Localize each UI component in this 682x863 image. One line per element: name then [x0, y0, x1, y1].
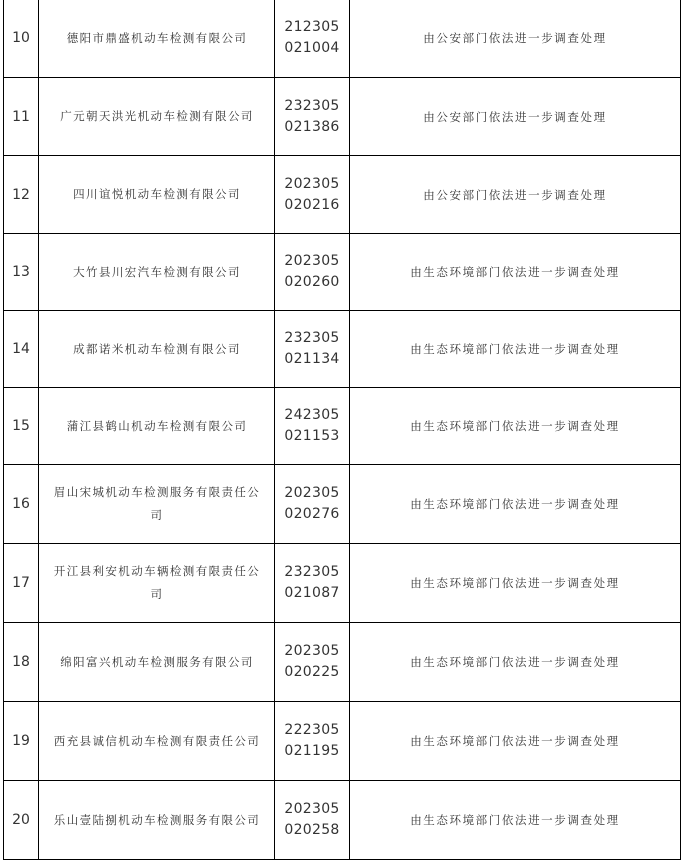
registration-code [275, 702, 350, 781]
handling-action: 由生态环境部门依法进一步调查处理 [350, 702, 681, 781]
code-part-2: 021195 [284, 743, 340, 759]
code-part-1: 232305 [284, 97, 340, 114]
row-number: 20 [4, 781, 39, 860]
table-row [4, 234, 681, 311]
table-row [4, 388, 681, 465]
handling-action: 由生态环境部门依法进一步调查处理 [350, 544, 681, 623]
company-name: 绵阳富兴机动车检测服务有限公司 [39, 623, 275, 702]
table-row [4, 311, 681, 388]
company-name: 西充县诚信机动车检测有限责任公司 [39, 702, 275, 781]
code-part-1: 212305 [284, 19, 340, 35]
handling-action: 由生态环境部门依法进一步调查处理 [350, 465, 681, 544]
handling-action: 由生态环境部门依法进一步调查处理 [350, 234, 681, 311]
row-number: 17 [4, 544, 39, 623]
registration-code [275, 388, 350, 465]
company-name: 德阳市鼎盛机动车检测有限公司 [39, 0, 275, 78]
code-part-2: 020225 [284, 664, 340, 680]
code-part-2: 020276 [284, 506, 340, 522]
table-row [4, 78, 681, 156]
handling-action: 由公安部门依法进一步调查处理 [350, 156, 681, 234]
company-name: 眉山宋城机动车检测服务有限责任公司 [39, 465, 275, 544]
company-name: 开江县利安机动车辆检测有限责任公司 [39, 544, 275, 623]
row-number: 14 [4, 311, 39, 388]
code-part-1: 222305 [284, 722, 340, 738]
registration-code [275, 0, 350, 78]
table-row [4, 465, 681, 544]
table-row [4, 623, 681, 702]
code-part-1: 202305 [284, 485, 340, 501]
company-name: 乐山壹陆捌机动车检测服务有限公司 [39, 781, 275, 860]
company-name: 蒲江县鹤山机动车检测有限公司 [39, 388, 275, 465]
row-number: 10 [4, 0, 39, 78]
code-part-1: 242305 [284, 407, 340, 423]
row-number: 16 [4, 465, 39, 544]
code-part-1: 202305 [284, 801, 340, 817]
code-part-1: 232305 [284, 330, 340, 346]
company-name: 四川谊悦机动车检测有限公司 [39, 156, 275, 234]
handling-action: 由公安部门依法进一步调查处理 [350, 78, 681, 156]
registration-code [275, 311, 350, 388]
company-name: 成都诺米机动车检测有限公司 [39, 311, 275, 388]
registration-code [275, 465, 350, 544]
company-name: 大竹县川宏汽车检测有限公司 [39, 234, 275, 311]
handling-action: 由生态环境部门依法进一步调查处理 [350, 388, 681, 465]
registration-code [275, 544, 350, 623]
code-part-2: 020258 [284, 822, 340, 838]
code-part-1: 202305 [284, 175, 340, 192]
row-number: 11 [4, 78, 39, 156]
handling-action: 由生态环境部门依法进一步调查处理 [350, 623, 681, 702]
code-part-2: 021134 [284, 351, 340, 367]
registration-code [275, 781, 350, 860]
code-part-1: 202305 [284, 253, 340, 269]
code-part-2: 020216 [284, 196, 340, 213]
company-name: 广元朝天洪光机动车检测有限公司 [39, 78, 275, 156]
registration-code [275, 156, 350, 234]
handling-action: 由生态环境部门依法进一步调查处理 [350, 781, 681, 860]
table-row [4, 781, 681, 860]
code-part-2: 021004 [284, 40, 340, 56]
registration-code [275, 234, 350, 311]
code-part-2: 020260 [284, 274, 340, 290]
row-number: 19 [4, 702, 39, 781]
code-part-2: 021386 [284, 118, 340, 135]
code-part-1: 202305 [284, 643, 340, 659]
violations-table [3, 0, 681, 860]
table-row [4, 702, 681, 781]
row-number: 12 [4, 156, 39, 234]
row-number: 13 [4, 234, 39, 311]
table-row [4, 156, 681, 234]
table-row [4, 0, 681, 78]
handling-action: 由公安部门依法进一步调查处理 [350, 0, 681, 78]
registration-code [275, 623, 350, 702]
row-number: 18 [4, 623, 39, 702]
code-part-2: 021087 [284, 585, 340, 601]
registration-code [275, 78, 350, 156]
handling-action: 由生态环境部门依法进一步调查处理 [350, 311, 681, 388]
row-number: 15 [4, 388, 39, 465]
table-row [4, 544, 681, 623]
code-part-2: 021153 [284, 428, 340, 444]
code-part-1: 232305 [284, 564, 340, 580]
